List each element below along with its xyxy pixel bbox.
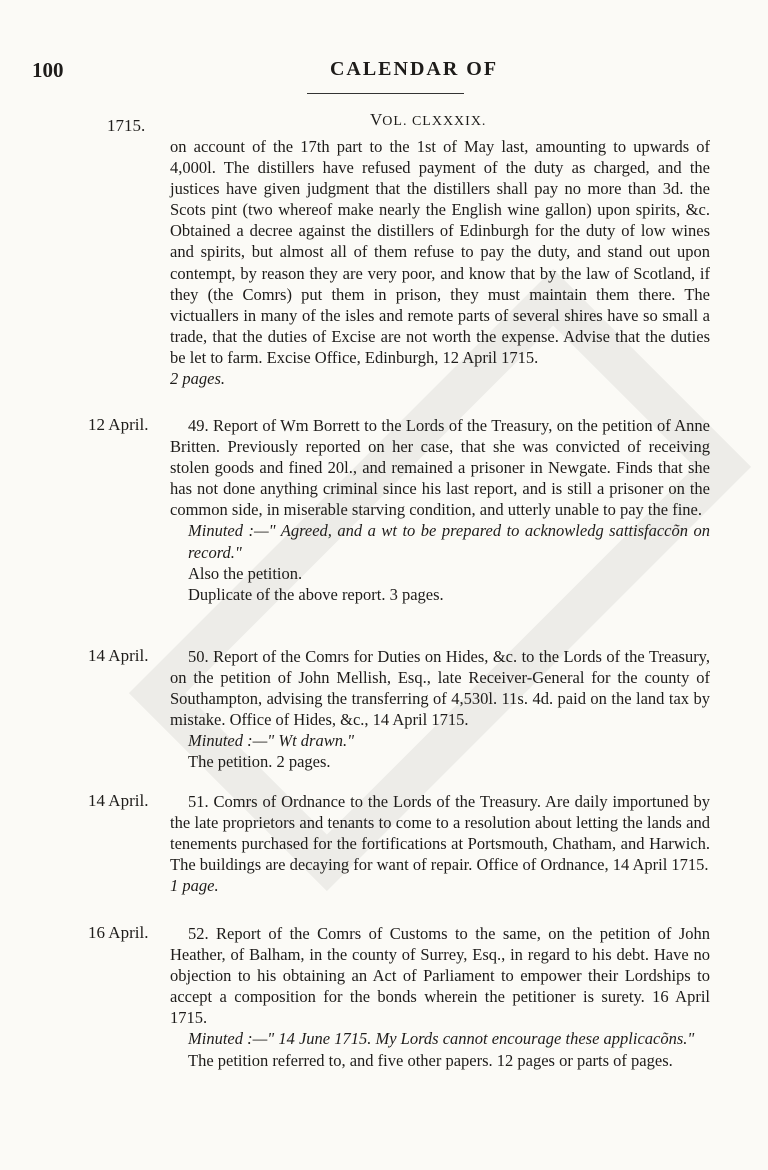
entry-minute: Minuted :—" 14 June 1715. My Lords cannot encourage these applicacõns." xyxy=(188,1029,695,1049)
entry-text xyxy=(170,791,710,896)
entry-paragraph: 52. Report of the Comrs of Customs to the same, on the petition of John Heather, of Balham, in the county of Surrey, Esq., in regard to his debt. Have no objection to his obtaining an Act of Parliament to empower their Lordships to accept a composition for the bonds wherein the petitioner is surety. 16 April 1715. xyxy=(170,924,710,1028)
entry-pages: 1 page. xyxy=(170,876,219,896)
entry-paragraph: 49. Report of Wm Borrett to the Lords of the Treasury, on the petition of Anne Britten. Previously reported on her case, that she was convicted of receiving stolen goods and fined 20l., and remained a prisoner in Newgate. Finds that she has not done anything criminal since his last report, and is still a prisoner on the common side, in miserable starving condition, and utterly unable to pay the fine. xyxy=(170,416,710,520)
running-head: CALENDAR OF xyxy=(329,58,499,80)
entry-text xyxy=(170,415,710,605)
entry-text xyxy=(170,646,710,773)
entry-text xyxy=(170,923,710,1071)
entry-date: 14 April. xyxy=(88,646,149,665)
entry-paragraph: 51. Comrs of Ordnance to the Lords of the Treasury. Are daily importuned by the late proprietors and tenants to come to a resolution about letting the lands and tenements purchased for the fortifications at Portsmouth, Chatham, and Harwich. The buildings are decaying for want of repair. Office of Ordnance, 14 April 1715. xyxy=(170,792,710,875)
entry-text xyxy=(170,136,710,389)
entry-enclosure: Also the petition. xyxy=(188,563,303,583)
entry-enclosure: Duplicate of the above report. 3 pages. xyxy=(188,584,444,604)
entry-paragraph: 50. Report of the Comrs for Duties on Hides, &c. to the Lords of the Treasury, on the petition of John Mellish, Esq., late Receiver-General for the county of Southampton, advising the transferring of 4,530l. 11s. 4d. paid on the land tax by mistake. Office of Hides, &c., 14 April 1715. xyxy=(170,647,710,730)
entry-enclosure: The petition. 2 pages. xyxy=(188,752,331,772)
entry-enclosure: The petition referred to, and five other papers. 12 pages or parts of pages. xyxy=(188,1050,673,1070)
entry-paragraph: on account of the 17th part to the 1st of May last, amounting to upwards of 4,000l. The distillers have refused payment of the duty as charged, and the justices have given judgment that the distillers shall pay no more than 3d. the Scots pint (two whereof make nearly the English wine gallon) upon spirits, &c. Obtained a decree against the distillers of Edinburgh for the duty of low wines and spirits, but almost all of them refuse to pay the duty, and stand out upon contempt, by reason they are very poor, and know that by the law of Scotland, if they (the Comrs) put them in prison, they must maintain them there. The victuallers in many of the isles and remote parts of several shires have so small a trade, that the duties of Excise are not worth the expense. Advise that the duties be let to farm. Excise Office, Edinburgh, 12 April 1715. xyxy=(170,137,710,367)
entry-date: 12 April. xyxy=(88,415,149,434)
entry-date: 14 April. xyxy=(88,791,149,810)
volume-rest: OL. CLXXXIX. xyxy=(382,114,487,129)
entry-minute: Minuted :—" Agreed, and a wt to be prepared to acknowledg sattisfaccõn on record." xyxy=(188,521,710,562)
volume-prefix: V xyxy=(370,110,383,129)
entry-pages: 2 pages. xyxy=(170,369,225,389)
year-margin: 1715. xyxy=(107,116,146,135)
volume-heading xyxy=(370,110,486,130)
entry-minute: Minuted :—" Wt drawn." xyxy=(188,731,355,751)
header-rule xyxy=(307,93,464,94)
page-number: 100 xyxy=(32,58,64,82)
entry-date: 16 April. xyxy=(88,923,149,942)
